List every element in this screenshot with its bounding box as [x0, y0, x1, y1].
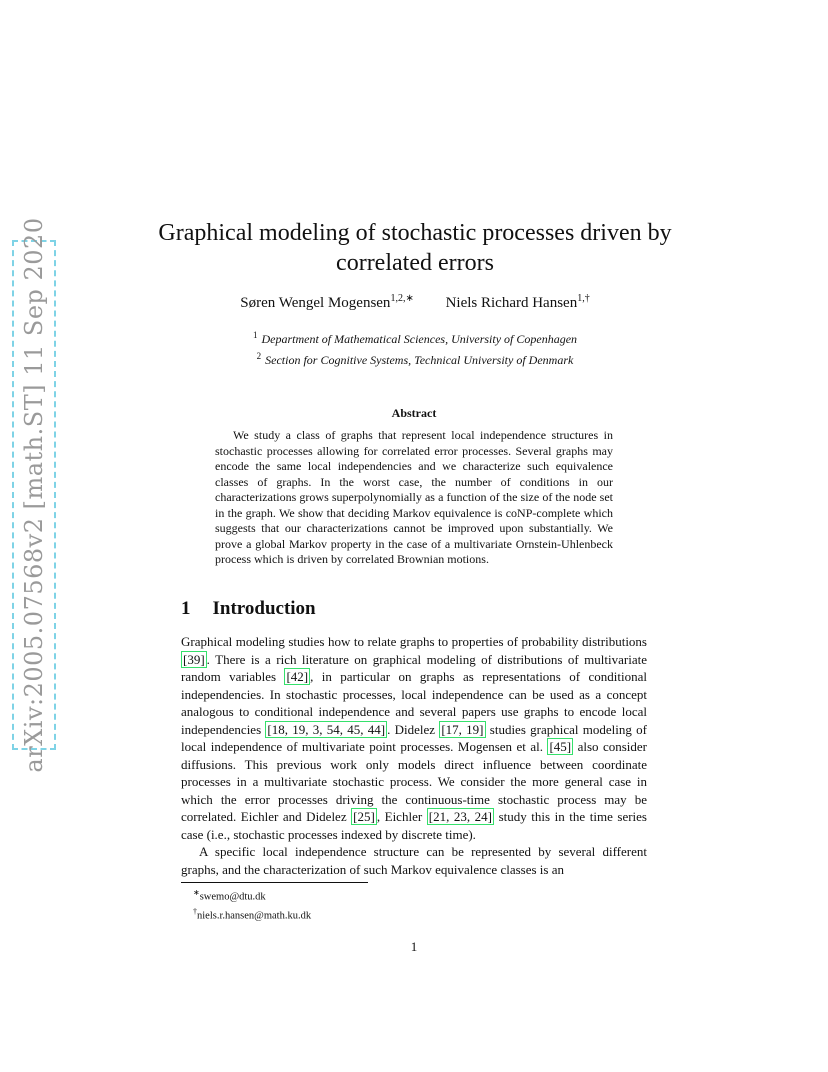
author-marks: 1,2,∗	[390, 293, 414, 304]
text-run: also consider diffusions. This previous work only models direct influence between coordinate processes in a multivariate stochastic process. We consider the more general case in which the error processes driving the continuous-time stochastic process may be correlated. Eichler and Didelez	[181, 739, 648, 824]
affiliation-text: Section for Cognitive Systems, Technical University of Denmark	[265, 353, 574, 367]
footnote-2	[193, 905, 311, 924]
footnote-email[interactable]: swemo@dtu.dk	[199, 891, 266, 903]
footnote-1	[193, 886, 311, 905]
section-title: Introduction	[212, 598, 316, 619]
paragraph	[181, 633, 647, 843]
footnote-divider	[181, 882, 368, 883]
paper-title: Graphical modeling of stochastic processes driven by correlated errors	[158, 220, 672, 276]
footnote-list	[193, 886, 311, 923]
text-run: , Eichler	[376, 809, 427, 824]
footnote-email[interactable]: niels.r.hansen@math.ku.dk	[197, 910, 312, 921]
affiliation-mark: 1	[252, 330, 258, 340]
citation-link[interactable]: [39]	[183, 651, 205, 667]
introduction-body	[181, 633, 647, 878]
footnote-mark: ∗	[193, 888, 200, 897]
footnote-mark: †	[193, 906, 197, 916]
abstract-text: We study a class of graphs that represent local independence structures in stochastic processes allowing for correlated error processes. Several graphs may encode the same local independencies and we characterize such equivalence classes of graphs. In the worst case, the number of conditions in our characterizations grows superpolynomially as a function of the size of the node set in the graph. We show that deciding Markov equivalence is coNP-complete which suggests that our characterizations cannot be improved upon substantially. We prove a global Markov property in the case of a multivariate Ornstein-Uhlenbeck process which is driven by correlated Brownian motions.	[215, 428, 613, 566]
affiliation-text: Department of Mathematical Sciences, University of Copenhagen	[261, 332, 578, 346]
section-heading	[181, 598, 316, 620]
citation-link[interactable]: [17, 19]	[441, 721, 484, 737]
author-list	[160, 293, 670, 312]
author-1	[240, 293, 414, 312]
author-2	[446, 293, 590, 312]
citation-link[interactable]: [18, 19, 3, 54, 45, 44]	[267, 721, 386, 737]
text-run: studies graphical modeling of local independence of multivariate point processes. Mogensen et al.	[181, 721, 647, 754]
text-run: study this in the time series case (i.e., stochastic processes indexed by discrete time).	[181, 809, 647, 842]
affiliation-list	[160, 327, 670, 369]
citation-link[interactable]: [42]	[286, 669, 309, 684]
paragraph: A specific local independence structure can be represented by several different graphs, and the characterization of such Markov equivalence classes is an	[181, 844, 647, 877]
section-number: 1	[181, 598, 191, 619]
text-run: . There is a rich literature on graphical modeling of distributions of multivariate random variables	[181, 651, 647, 684]
citation-link[interactable]: [21, 23, 24]	[428, 809, 493, 824]
affiliation-mark: 2	[256, 351, 262, 361]
abstract-heading: Abstract	[391, 406, 437, 420]
citation-link[interactable]: [25]	[353, 809, 375, 824]
author-name: Niels Richard Hansen	[445, 295, 578, 311]
author-marks: 1,†	[577, 293, 590, 304]
author-name: Søren Wengel Mogensen	[240, 295, 391, 311]
text-run: Graphical modeling studies how to relate graphs to properties of probability distributions	[181, 634, 647, 649]
arxiv-identifier[interactable]: arXiv:2005.07568v2 [math.ST] 11 Sep 2020	[20, 217, 48, 773]
affiliation-2	[160, 348, 670, 369]
text-run: , in particular on graphs as representations of conditional independencies. In stochastic processes, local independence can be used as a concept analogous to conditional independence and several papers use graphs to encode local independencies	[181, 669, 647, 737]
citation-link[interactable]: [45]	[549, 739, 572, 754]
text-run: . Didelez	[387, 721, 440, 737]
affiliation-1	[160, 327, 670, 348]
page-number: 1	[410, 939, 418, 954]
